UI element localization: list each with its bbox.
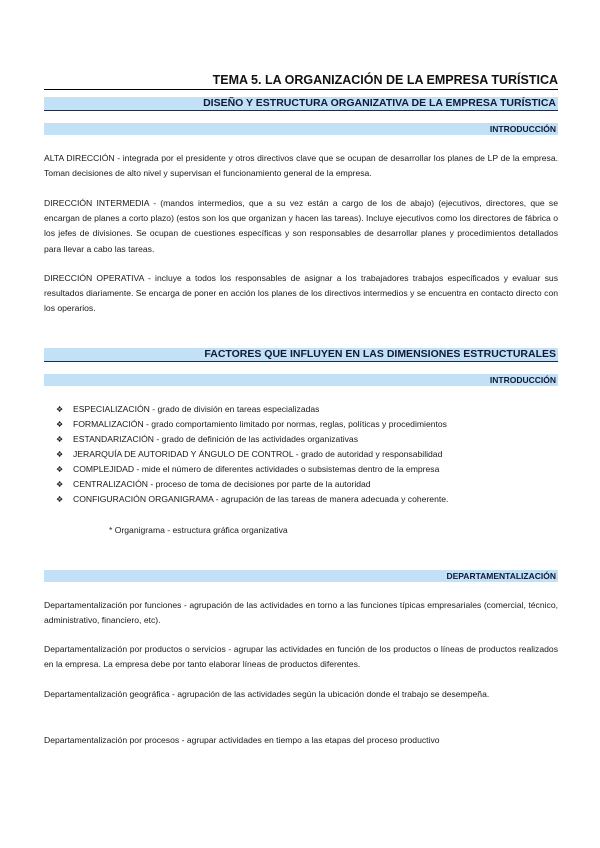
list-item-text: CONFIGURACIÓN ORGANIGRAMA - agrupación de las tareas de manera adecuada y coherente. — [73, 494, 449, 504]
list-item — [56, 477, 556, 492]
diamond-bullet-icon: ❖ — [56, 480, 64, 489]
section-heading-diseno — [44, 97, 558, 111]
subheading-departamentalizacion — [44, 570, 558, 582]
section-heading-factores-text: FACTORES QUE INFLUYEN EN LAS DIMENSIONES ESTRUCTURALES — [204, 348, 556, 360]
list-item-text: CENTRALIZACIÓN - proceso de toma de decisiones por parte de la autoridad — [73, 479, 371, 489]
diamond-bullet-icon: ❖ — [56, 465, 64, 474]
list-item-text: ESTANDARIZACIÓN - grado de definición de las actividades organizativas — [73, 434, 358, 444]
organigrama-note: * Organigrama - estructura gráfica organizativa — [109, 525, 288, 535]
subheading-departamentalizacion-text: DEPARTAMENTALIZACIÓN — [446, 571, 556, 581]
diamond-bullet-icon: ❖ — [56, 420, 64, 429]
paragraph-direccion-operativa: DIRECCIÓN OPERATIVA - incluye a todos los responsables de asignar a los trabajadores trabajos especificados y evaluar sus resultados diariamente. Se encarga de poner en acción los planes de los directivos intermedios y se encuentra en contacto directo con los operarios. — [44, 273, 558, 314]
list-item — [56, 492, 556, 507]
list-item-text: ESPECIALIZACIÓN - grado de división en tareas especializadas — [73, 404, 320, 414]
factors-list — [56, 402, 556, 507]
list-item-text: COMPLEJIDAD - mide el número de diferentes actividades o subsistemas dentro de la empresa — [73, 464, 440, 474]
list-item-text: JERARQUÍA DE AUTORIDAD Y ÁNGULO DE CONTROL - grado de autoridad y responsabilidad — [73, 449, 443, 459]
section-heading-factores — [44, 348, 558, 362]
paragraph-direccion-intermedia: DIRECCIÓN INTERMEDIA - (mandos intermedios, que a su vez están a cargo de los de abajo) (ejecutivos, directores, que se encargan de planes a corto plazo) (estos son los que organizan y hacen las tareas). Incluye ejecutivos como los directores de fábrica o los jefes de divisiones. Se ocupan de cuestiones específicas y son responsables de desarrollar planes y procedimientos detallados para llevar a cabo las tareas. — [44, 198, 559, 254]
subheading-introduccion-2-text: INTRODUCCIÓN — [489, 375, 556, 385]
diamond-bullet-icon: ❖ — [56, 495, 64, 504]
page-title: TEMA 5. LA ORGANIZACIÓN DE LA EMPRESA TURÍSTICA — [44, 72, 558, 90]
list-item — [56, 432, 556, 447]
paragraph-dept-funciones: Departamentalización por funciones - agrupación de las actividades en torno a las funciones típicas empresariales (comercial, técnico, administrativo, financiero, etc). — [44, 600, 558, 626]
list-item — [56, 417, 556, 432]
section-heading-diseno-text: DISEÑO Y ESTRUCTURA ORGANIZATIVA DE LA EMPRESA TURÍSTICA — [203, 97, 556, 109]
subheading-introduccion-1-text: INTRODUCCIÓN — [489, 124, 556, 134]
list-item — [56, 402, 556, 417]
paragraph-dept-geografica: Departamentalización geográfica - agrupación de las actividades según la ubicación donde el trabajo se desempeña. — [44, 689, 490, 699]
paragraph-dept-productos: Departamentalización por productos o servicios - agrupar las actividades en función de los productos o líneas de productos realizados en la empresa. La empresa debe por tanto elaborar líneas de productos diferentes. — [44, 644, 558, 670]
paragraph-alta-direccion: ALTA DIRECCIÓN - integrada por el presidente y otros directivos clave que se ocupan de desarrollar los planes de LP de la empresa. Toman decisiones de alto nivel y supervisan el funcionamiento general de la empresa. — [44, 153, 558, 179]
subheading-introduccion-1 — [44, 123, 558, 135]
subheading-introduccion-2 — [44, 374, 558, 386]
diamond-bullet-icon: ❖ — [56, 405, 64, 414]
list-item-text: FORMALIZACIÓN - grado comportamiento limitado por normas, reglas, políticas y procedimientos — [73, 419, 447, 429]
diamond-bullet-icon: ❖ — [56, 450, 64, 459]
list-item — [56, 462, 556, 477]
diamond-bullet-icon: ❖ — [56, 435, 64, 444]
list-item — [56, 447, 556, 462]
paragraph-dept-procesos: Departamentalización por procesos - agrupar actividades en tiempo a las etapas del proceso productivo — [44, 735, 440, 745]
